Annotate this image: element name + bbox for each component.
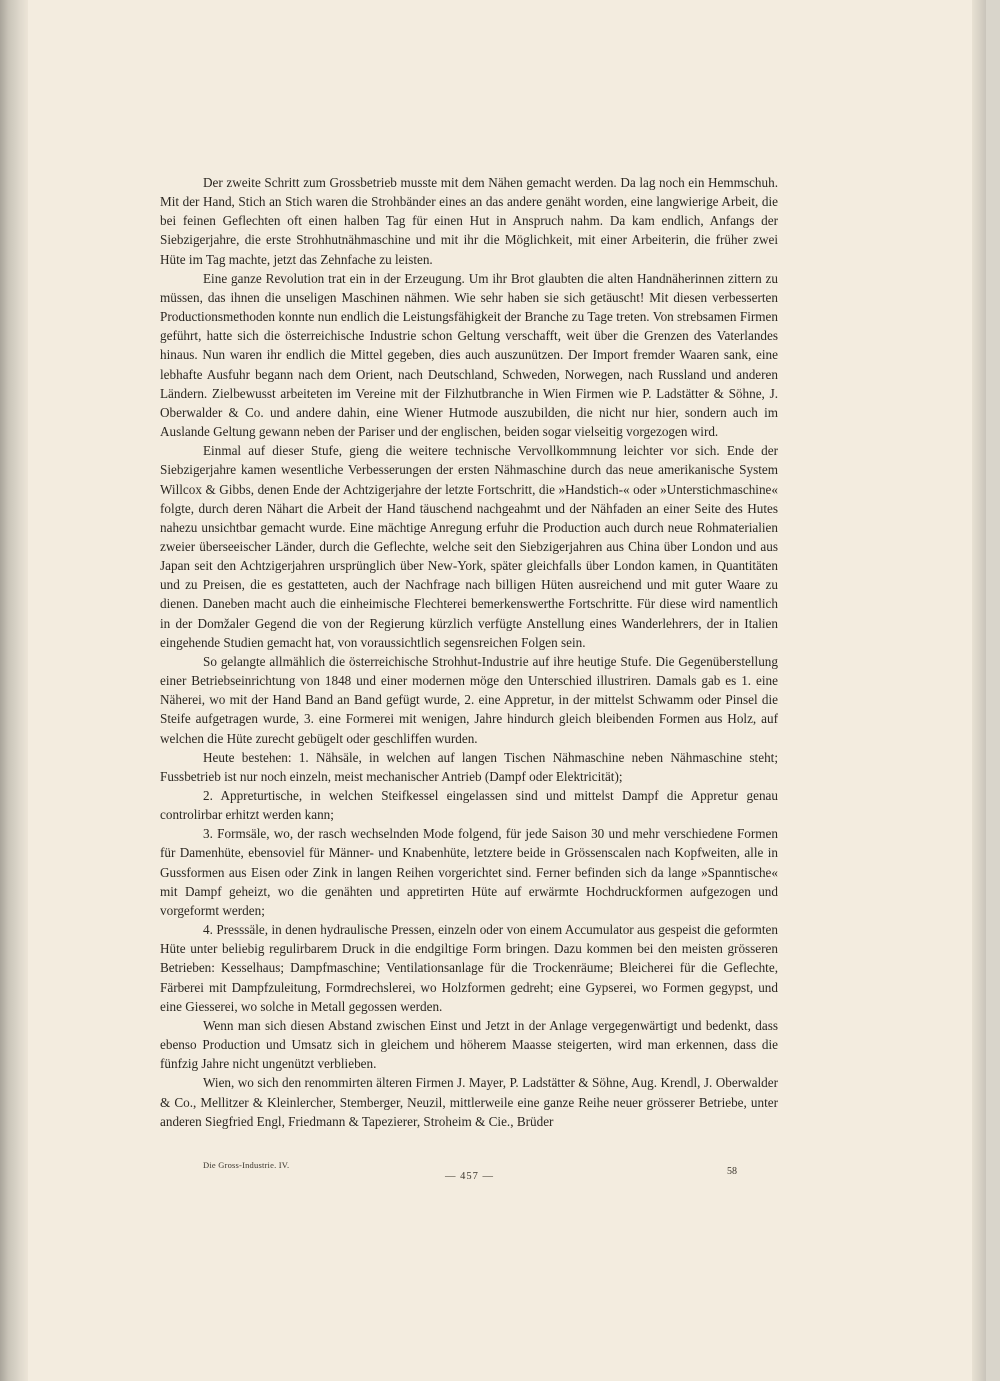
paragraph: 2. Appreturtische, in welchen Steifkessel eingelassen sind und mittelst Dampf die Appretur genau controlirbar erhitzt werden kann; — [160, 788, 778, 823]
paragraph: Einmal auf dieser Stufe, gieng die weitere technische Vervollkommnung leichter vor sich. Ende der Siebzigerjahre kamen wesentliche Verbesserungen der ersten Nähmaschine durch das neue amerikanische System Willcox & Gibbs, denen Ende der Achtzigerjahre der letzte Fortschritt, die »Handstich-« oder »Unterstichmaschine« folgte, durch deren Nähart die Arbeit der Hand täuschend nachgeahmt und der Nähfaden an einer Seite des Hutes nahezu unsichtbar gemacht wurde. Eine mächtige Anregung erfuhr die Production auch durch neue Rohmaterialien zweier überseeischer Länder, durch die Geflechte, welche seit den Siebzigerjahren aus China über London und aus Japan seit den Achtzigerjahren ursprünglich über New-York, später gleichfalls über London kamen, in Quantitäten und zu Preisen, die es gestatteten, auch der Nachfrage nach billigen Hüten ausreichend und mit guter Waare zu dienen. Daneben macht auch die einheimische Flechterei bemerkenswerthe Fortschritte. Für diese wird namentlich in der Domžaler Gegend die von der Regierung kürzlich verfügte Anstellung eines Wanderlehrers, der in Italien eingehende Studien gemacht hat, von voraussichtlich segensreichen Folgen sein. — [160, 443, 778, 650]
source-note: Die Gross-Industrie. IV. — [203, 1160, 290, 1170]
paragraph: So gelangte allmählich die österreichische Strohhut-Industrie auf ihre heutige Stufe. Die Gegenüberstellung einer Betriebseinrichtung von 1848 und einer modernen möge den Unterschied illustriren. Damals gab es 1. eine Näherei, wo mit der Hand Band an Band gefügt wurde, 2. eine Appretur, in der mittelst Schwamm oder Pinsel die Steife aufgetragen wurde, 3. eine Formerei mit wenigen, Jahre hindurch gleich bleibenden Formen aus Holz, auf welchen die Hüte zurecht gebügelt oder geschliffen wurden. — [160, 653, 778, 746]
signature-mark: 58 — [727, 1166, 737, 1177]
page-edge — [972, 0, 986, 1381]
paragraph: Heute bestehen: 1. Nähsäle, in welchen auf langen Tischen Nähmaschine neben Nähmaschine steht; Fussbetrieb ist nur noch einzeln, meist mechanischer Antrieb (Dampf oder Elektricität); — [160, 749, 778, 784]
paragraph: Wenn man sich diesen Abstand zwischen Einst und Jetzt in der Anlage vergegenwärtigt und bedenkt, dass ebenso Production und Umsatz sich in gleichem und höherem Maasse steigerten, wird man erkennen, dass die fünfzig Jahre nicht ungenützt verblieben. — [160, 1017, 778, 1072]
paragraph: Wien, wo sich den renommirten älteren Firmen J. Mayer, P. Ladstätter & Söhne, Aug. Krendl, J. Oberwalder & Co., Mellitzer & Kleinlercher, Stemberger, Neuzil, mittlerweile eine ganze Reihe neuer grösserer Betriebe, unter anderen Siegfried Engl, Friedmann & Tapezierer, Stroheim & Cie., Brüder — [160, 1075, 778, 1129]
paragraph: Eine ganze Revolution trat ein in der Erzeugung. Um ihr Brot glaubten die alten Handnäherinnen zittern zu müssen, das ihnen die unseligen Maschinen nähmen. Wie sehr haben sie sich getäuscht! Mit diesen verbesserten Productionsmethoden konnte nun endlich die Leistungsfähigkeit der Branche zu Tage treten. Von strebsamen Firmen geführt, hatte sich die österreichische Industrie schon Geltung verschafft, weit über die Grenzen des Vaterlandes hinaus. Nun waren ihr endlich die Mittel gegeben, dies auch auszunützen. Der Import fremder Waaren sank, eine lebhafte Ausfuhr begann nach dem Orient, nach Deutschland, Schweden, Norwegen, nach Russland und anderen Ländern. Zielbewusst arbeiteten im Vereine mit der Filzhutbranche in Wien Firmen wie P. Ladstätter & Söhne, J. Oberwalder & Co. und andere dahin, eine Wiener Hutmode auszubilden, die nicht nur hier, sondern auch im Auslande Geltung gewann neben der Pariser und der englischen, beiden sogar vielseitig vorgezogen wird. — [160, 270, 778, 440]
book-spine-shadow — [0, 0, 28, 1381]
paragraph: Der zweite Schritt zum Grossbetrieb musste mit dem Nähen gemacht werden. Da lag noch ein Hemmschuh. Mit der Hand, Stich an Stich waren die Strohbänder eines an das andere genäht worden, eine langwierige Arbeit, die bei feinen Geflechten oft einen halben Tag für einen Hut in Anspruch nahm. Da kam endlich, Anfangs der Siebzigerjahre, die erste Strohhutnähmaschine und mit ihr die Möglichkeit, mit einer Arbeiterin, die früher zwei Hüte im Tag machte, jetzt das Zehnfache zu leisten. — [160, 175, 778, 267]
paragraph: 3. Formsäle, wo, der rasch wechselnden Mode folgend, für jede Saison 30 und mehr verschiedene Formen für Damenhüte, ebensoviel für Männer- und Knabenhüte, letztere beide in Grössenscalen nach Kopfweiten, alle in Gussformen aus Eisen oder Zink in langen Reihen vorgerichtet sind. Ferner befinden sich da lange »Spanntische« mit Dampf geheizt, wo die genähten und appretirten Hüte auf erwärmte Hochdruckformen aufgezogen und vorgeformt werden; — [160, 826, 778, 918]
paragraph: 4. Presssäle, in denen hydraulische Pressen, einzeln oder von einem Accumulator aus gespeist die geformten Hüte unter beliebig regulirbarem Druck in die endgiltige Form bringen. Dazu kommen bei den meisten grösseren Betrieben: Kesselhaus; Dampfmaschine; Ventilationsanlage für die Trockenräume; Bleicherei für die Geflechte, Färberei mit Dampfzuleitung, Formdrechslerei, wo Holzformen gedreht; eine Gypserei, wo Formen gegypst, und eine Giesserei, wo solche in Metall gegossen werden. — [160, 922, 778, 1014]
main-text-column — [160, 173, 778, 1131]
page-number: — 457 — — [445, 1171, 494, 1182]
